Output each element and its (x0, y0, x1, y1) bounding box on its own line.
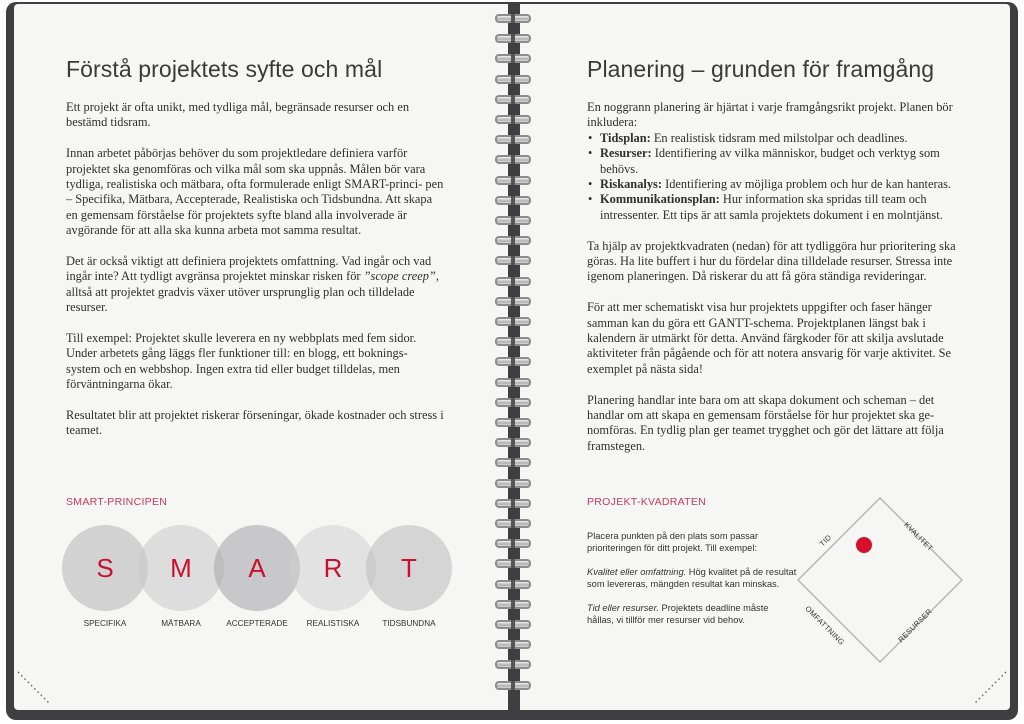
bullet-term: Tidsplan: (600, 130, 651, 145)
paragraph: För att mer schematiskt visa hur projektets uppgifter och faser hänger samman kan du göra ett GANTT-schema. Projektplanen längst bak i kalendern är utmärkt för detta. Använd färgkoder för att skilja avslutade aktiviteter från pågående och för att notera ansvarig för varje aktivitet. Se exemplet på nästa sida! (587, 300, 951, 376)
smart-circle-a: A (214, 525, 300, 611)
spiral-ring (495, 681, 531, 690)
bullet-term: Resurser: (600, 146, 652, 161)
kvadrat-description (587, 530, 797, 638)
spiral-ring (495, 458, 531, 467)
left-page-title: Förstå projektets syfte och mål (66, 56, 383, 82)
spiral-ring (495, 34, 531, 43)
smart-word-accepterade: ACCEPTERADE (226, 619, 288, 628)
smart-word-tidsbundna: TIDSBUNDNA (382, 619, 436, 628)
right-page (520, 4, 1010, 710)
spiral-ring (495, 620, 531, 629)
paragraph: Resultatet blir att projektet riskerar förseningar, ökade kostnader och stress i teamet. (66, 408, 444, 438)
example-term: Kvalitet eller omfattning. (587, 567, 687, 577)
kvadrat-section-label: PROJEKT-KVADRATEN (587, 496, 707, 508)
text-fragment: , alltså att projektet gradvis växer utöver ursprunglig plan och tilldelade resurser. (66, 269, 439, 315)
scope-paragraph (66, 254, 444, 316)
left-body-text (66, 100, 444, 454)
spiral-ring (495, 438, 531, 447)
spiral-ring (495, 580, 531, 589)
bullet-term: Kommunikationsplan: (600, 192, 720, 207)
right-body-text (587, 100, 969, 470)
smart-circle-r: R (290, 525, 376, 611)
spiral-ring (495, 337, 531, 346)
spiral-ring (495, 196, 531, 205)
spiral-ring (495, 256, 531, 265)
corner-perforation-icon (970, 668, 1010, 708)
spiral-ring (495, 357, 531, 366)
paragraph: Ta hjälp av projektkvadraten (nedan) för att tydliggöra hur prioritering ska göras. Ha lite buffert i hur du fördelar dina tilldelade resurser. Stressa inte igenom planeringen. Då riskerar du att få göra ständiga revideringar. (587, 238, 956, 284)
example-text: Hög kvalitet på de resultat som levereras, mängden resultat kan minskas. (587, 567, 797, 589)
bullet-text: Identifiering av möjliga problem och hur de kan hanteras. (661, 177, 952, 192)
spiral-ring (495, 559, 531, 568)
smart-section-label: SMART-PRINCIPEN (66, 496, 168, 508)
bullet-text: En realistisk tidsram med milstolpar och deadlines. (650, 130, 908, 145)
spiral-ring (495, 236, 531, 245)
list-item (587, 192, 969, 223)
kvadrat-label-resurser: RESURSER (896, 606, 934, 645)
spiral-ring (495, 519, 531, 528)
kvadrat-diamond (798, 498, 962, 662)
spiral-ring (495, 418, 531, 427)
kvadrat-label-kvalitet: KVALITET (902, 520, 936, 553)
smart-circle-m: M (138, 525, 224, 611)
example-term: Tid eller resurser. (587, 603, 659, 613)
spiral-ring (495, 216, 531, 225)
right-page-title: Planering – grunden för framgång (587, 56, 935, 82)
kvadrat-label-tid: TID (817, 532, 834, 549)
planning-intro: En noggrann planering är hjärtat i varje framgångsrikt projekt. Planen bör inkludera: (587, 100, 953, 130)
corner-perforation-icon (16, 668, 56, 708)
spiral-ring (495, 378, 531, 387)
smart-circle-s: S (62, 525, 148, 611)
kvadrat-example (587, 566, 797, 590)
priority-dot[interactable] (856, 537, 872, 553)
spiral-ring (495, 317, 531, 326)
spiral-ring (495, 398, 531, 407)
smart-word-specifika: SPECIFIKA (83, 619, 127, 628)
spiral-ring (495, 95, 531, 104)
spiral-ring (495, 539, 531, 548)
spiral-ring (495, 660, 531, 669)
spiral-ring (495, 640, 531, 649)
planning-bullet-list (587, 131, 969, 223)
list-item (587, 146, 969, 177)
list-item (587, 131, 969, 146)
projekt-kvadrat-diagram (784, 486, 990, 678)
spiral-ring (495, 297, 531, 306)
paragraph: Innan arbetet påbörjas behöver du som projektledare definiera varför projektet ska genomföras och vilka mål som ska uppnås. Målen bör vara tydliga, realistiska och mätbara, ofta formulerade enligt SMART-princi- pen – Specifika, Mätbara, Accepterade, Realistiska och Tidsbundna. Att skapa en gemensam förståelse för projektets syfte bland alla involverade är avgörande för att alla ska kunna arbeta mot samma resultat. (66, 146, 444, 238)
paragraph: Till exempel: Projektet skulle leverera en ny webbplats med fem sidor. Under arbetets gång läggs fler funktioner till: en blogg, ett boknings- system och en webbshop. Ingen extra tid eller budget tilldelas, men förväntningarna ökar. (66, 331, 417, 392)
spiral-ring (495, 115, 531, 124)
text-fragment: Det är också viktigt att definiera projektets omfattning. Vad ingår och vad ingår inte? Att tydligt avgränsa projektet minskar risken för (66, 254, 432, 284)
smart-circle-t: T (366, 525, 452, 611)
spiral-ring (495, 135, 531, 144)
paragraph: Ett projekt är ofta unikt, med tydliga mål, begränsade resurser och en bestämd tidsram. (66, 100, 410, 130)
spiral-ring (495, 155, 531, 164)
bullet-text: Hur information ska spridas till team och intressenter. Ett tips är att samla projektets dokument i en molntjänst. (600, 192, 943, 222)
left-page (14, 4, 508, 710)
spiral-ring (495, 479, 531, 488)
spiral-ring (495, 54, 531, 63)
list-item (587, 177, 969, 192)
spiral-ring (495, 600, 531, 609)
bullet-text: Identifiering av vilka människor, budget och verktyg som behövs. (600, 146, 940, 176)
spiral-ring (495, 14, 531, 23)
example-text: Projektets deadline måste hållas, vi tillför mer resurser vid behov. (587, 603, 769, 625)
smart-word-matbara: MÄTBARA (161, 619, 201, 628)
spiral-ring (495, 75, 531, 84)
scope-creep-term: ”scope creep” (363, 269, 436, 284)
spiral-ring (495, 176, 531, 185)
kvadrat-label-omfattning: OMFATTNING (803, 604, 847, 647)
kvadrat-example (587, 602, 797, 626)
kvadrat-intro: Placera punkten på den plats som passar prioriteringen för ditt projekt. Till exempel: (587, 531, 759, 553)
paragraph: Planering handlar inte bara om att skapa dokument och scheman – det handlar om att skapa en gemensam förståelse för hur projektet ska ge- nomföras. En tydlig plan ger teamet trygghet och gör det lättare att följa framstegen. (587, 392, 944, 453)
spiral-ring (495, 277, 531, 286)
smart-word-realistiska: REALISTISKA (306, 619, 360, 628)
bullet-term: Riskanalys: (600, 177, 662, 192)
spiral-ring (495, 499, 531, 508)
